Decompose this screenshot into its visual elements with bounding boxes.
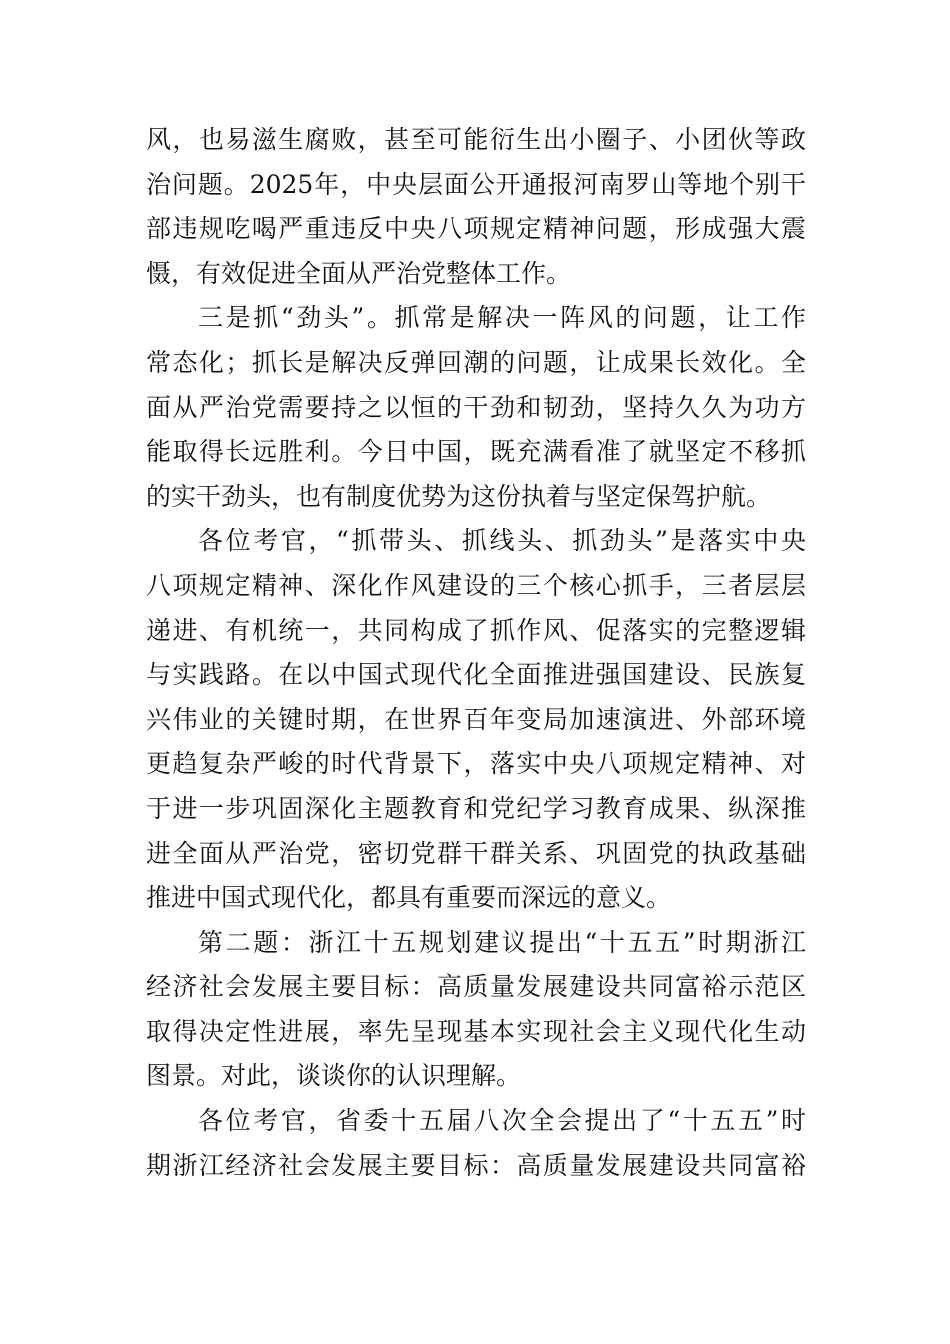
text-line: 于进一步巩固深化主题教育和党纪学习教育成果、纵深推 bbox=[146, 793, 806, 823]
text-line: 治问题。2025年，中央层面公开通报河南罗山等地个别干 bbox=[146, 169, 806, 199]
text-line: 进全面从严治党，密切党群干群关系、巩固党的执政基础 bbox=[146, 838, 806, 868]
body-text bbox=[146, 118, 806, 1188]
text-line: 常态化；抓长是解决反弹回潮的问题，让成果长效化。全 bbox=[146, 347, 806, 377]
text-line: 能取得长远胜利。今日中国，既充满看准了就坚定不移抓 bbox=[146, 437, 806, 467]
paragraph-first-line: 各位考官，省委十五届八次全会提出了“十五五”时 bbox=[198, 1106, 806, 1136]
paragraph-first-line: 各位考官，“抓带头、抓线头、抓劲头”是落实中央 bbox=[198, 526, 806, 556]
text-line: 更趋复杂严峻的时代背景下，落实中央八项规定精神、对 bbox=[146, 749, 806, 779]
paragraph-first-line: 三是抓“劲头”。抓常是解决一阵风的问题，让工作 bbox=[198, 303, 806, 333]
text-line: 慑，有效促进全面从严治党整体工作。 bbox=[146, 258, 572, 288]
text-line: 的实干劲头，也有制度优势为这份执着与坚定保驾护航。 bbox=[146, 481, 772, 511]
text-line: 期浙江经济社会发展主要目标：高质量发展建设共同富裕 bbox=[146, 1150, 806, 1180]
text-line: 经济社会发展主要目标：高质量发展建设共同富裕示范区 bbox=[146, 972, 806, 1002]
text-line: 递进、有机统一，共同构成了抓作风、促落实的完整逻辑 bbox=[146, 615, 806, 645]
text-line: 推进中国式现代化，都具有重要而深远的意义。 bbox=[146, 883, 672, 913]
text-line: 八项规定精神、深化作风建设的三个核心抓手，三者层层 bbox=[146, 570, 806, 600]
text-line: 部违规吃喝严重违反中央八项规定精神问题，形成强大震 bbox=[146, 214, 806, 244]
question-heading: 第二题：浙江十五规划建议提出“十五五”时期浙江 bbox=[198, 927, 806, 957]
text-line: 兴伟业的关键时期，在世界百年变局加速演进、外部环境 bbox=[146, 704, 806, 734]
text-line: 与实践路。在以中国式现代化全面推进强国建设、民族复 bbox=[146, 660, 806, 690]
text-line: 风，也易滋生腐败，甚至可能衍生出小圈子、小团伙等政 bbox=[146, 125, 806, 154]
text-line: 面从严治党需要持之以恒的干劲和韧劲，坚持久久为功方 bbox=[146, 392, 806, 422]
text-line: 取得决定性进展，率先呈现基本实现社会主义现代化生动 bbox=[146, 1016, 806, 1046]
text-line: 图景。对此，谈谈你的认识理解。 bbox=[146, 1061, 522, 1091]
